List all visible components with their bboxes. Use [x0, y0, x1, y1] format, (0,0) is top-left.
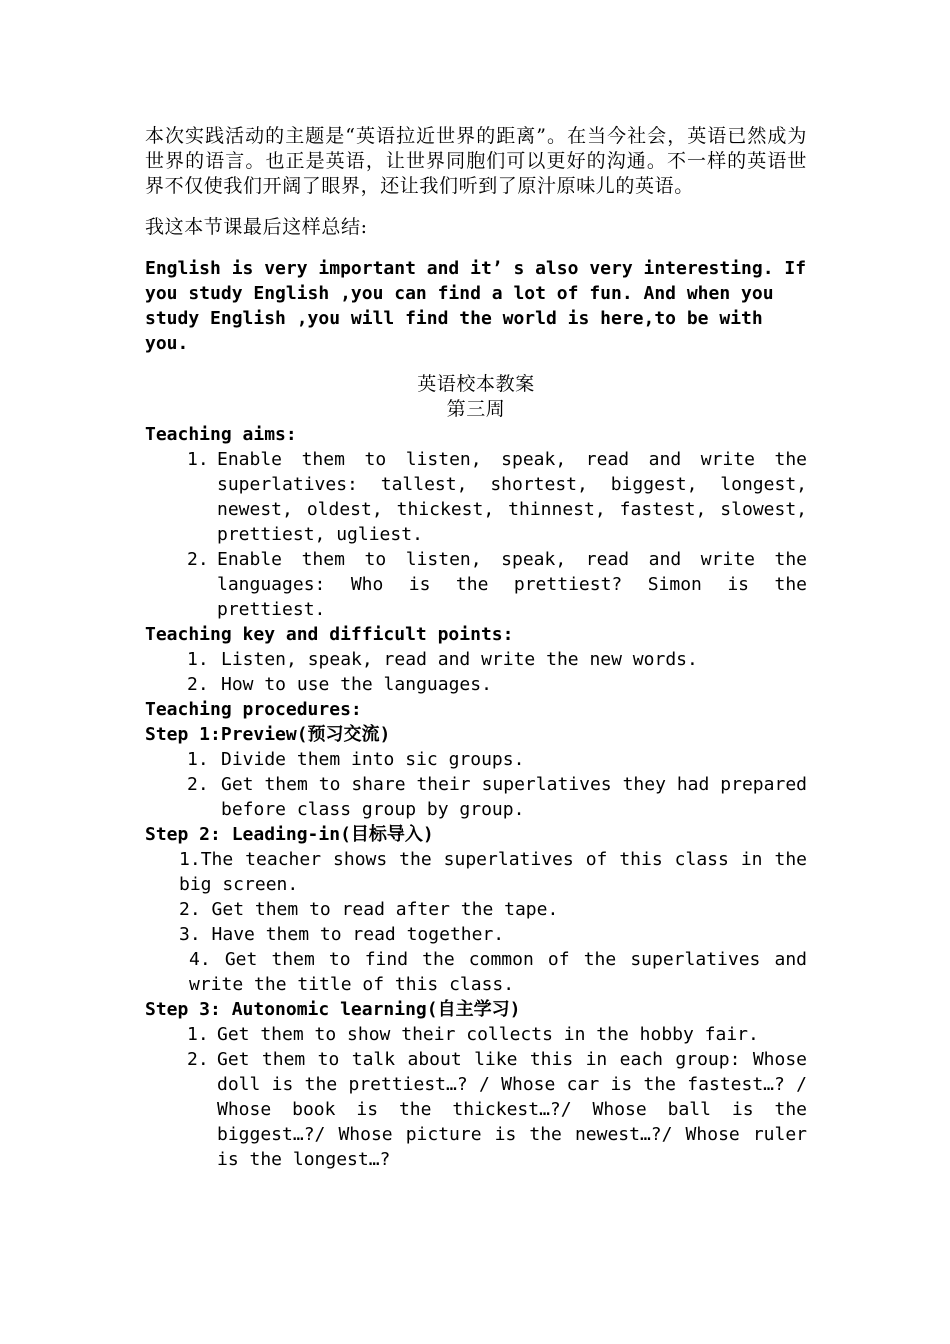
- list-text: Enable them to listen, speak, read and write the superlatives: tallest, shortest, biggest, longest, newest, oldest, thickest, thinnest, fastest, slowest, prettiest, ugliest.: [217, 449, 807, 545]
- list-number: 4.: [189, 949, 211, 970]
- list-text: Divide them into sic groups.: [221, 749, 525, 770]
- key-points-list: [145, 647, 807, 697]
- list-item: [187, 1022, 807, 1047]
- plan-title: 英语校本教案: [417, 373, 535, 395]
- list-text: Listen, speak, read and write the new words.: [221, 649, 698, 670]
- list-number: 3.: [179, 924, 201, 945]
- plan-week: 第三周: [446, 398, 506, 420]
- summary-lead: 我这本节课最后这样总结:: [145, 216, 368, 238]
- list-text: Get them to read after the tape.: [211, 899, 559, 920]
- key-points-heading: Teaching key and difficult points:: [145, 624, 514, 645]
- intro-paragraph: 本次实践活动的主题是“英语拉近世界的距离”。在当今社会，英语已然成为世界的语言。也正是英语，让世界同胞们可以更好的沟通。不一样的英语世界不仅使我们开阔了眼界，还让我们听到了原汁原味儿的英语。: [145, 125, 807, 197]
- step3-heading: Step 3: Autonomic learning(自主学习): [145, 999, 521, 1020]
- step3-list: [145, 1022, 807, 1172]
- list-item: [187, 1047, 807, 1172]
- aims-heading: Teaching aims:: [145, 424, 297, 445]
- list-item: [187, 447, 807, 547]
- list-number: 1.: [187, 649, 209, 670]
- list-item: [187, 772, 807, 822]
- english-summary: English is very important and it’ s also very interesting. If you study English ,you can find a lot of fun. And when you study English ,you will find the world is here,to be with you.: [145, 258, 807, 354]
- list-text: Have them to read together.: [211, 924, 505, 945]
- step1-list: [145, 747, 807, 822]
- list-item: [145, 947, 807, 997]
- list-number: 1.: [187, 1024, 209, 1045]
- list-number: 2.: [187, 1049, 209, 1070]
- list-item: [187, 547, 807, 622]
- list-item: [187, 647, 807, 672]
- list-number: 1.: [179, 849, 201, 870]
- procedures-heading: Teaching procedures:: [145, 699, 362, 720]
- list-number: 2.: [187, 549, 209, 570]
- list-item: [145, 847, 807, 897]
- list-text: Get them to talk about like this in each group: Whose doll is the prettiest…? / Whose car is the fastest…? / Whose book is the thickest…?/ Whose ball is the biggest…?/ Whose picture is the newest…?/ Whose ruler is the longest…?: [217, 1049, 807, 1170]
- list-text: Get them to show their collects in the hobby fair.: [217, 1024, 759, 1045]
- list-text: Get them to find the common of the superlatives and write the title of this class.: [189, 949, 807, 995]
- list-number: 2.: [179, 899, 201, 920]
- list-item: [145, 897, 807, 922]
- step2-list: [145, 847, 807, 997]
- list-item: [187, 672, 807, 697]
- list-number: 1.: [187, 449, 209, 470]
- list-text: Enable them to listen, speak, read and write the languages: Who is the prettiest? Simon is the prettiest.: [217, 549, 807, 620]
- list-number: 2.: [187, 674, 209, 695]
- list-text: Get them to share their superlatives they had prepared before class group by group.: [221, 774, 807, 820]
- list-item: [145, 922, 807, 947]
- list-number: 1.: [187, 749, 209, 770]
- step1-heading: Step 1:Preview(预习交流): [145, 724, 391, 745]
- list-number: 2.: [187, 774, 209, 795]
- list-text: How to use the languages.: [221, 674, 492, 695]
- list-text: The teacher shows the superlatives of this class in the big screen.: [179, 849, 807, 895]
- step2-heading: Step 2: Leading-in(目标导入): [145, 824, 434, 845]
- list-item: [187, 747, 807, 772]
- document-page: [145, 124, 807, 1172]
- aims-list: [145, 447, 807, 622]
